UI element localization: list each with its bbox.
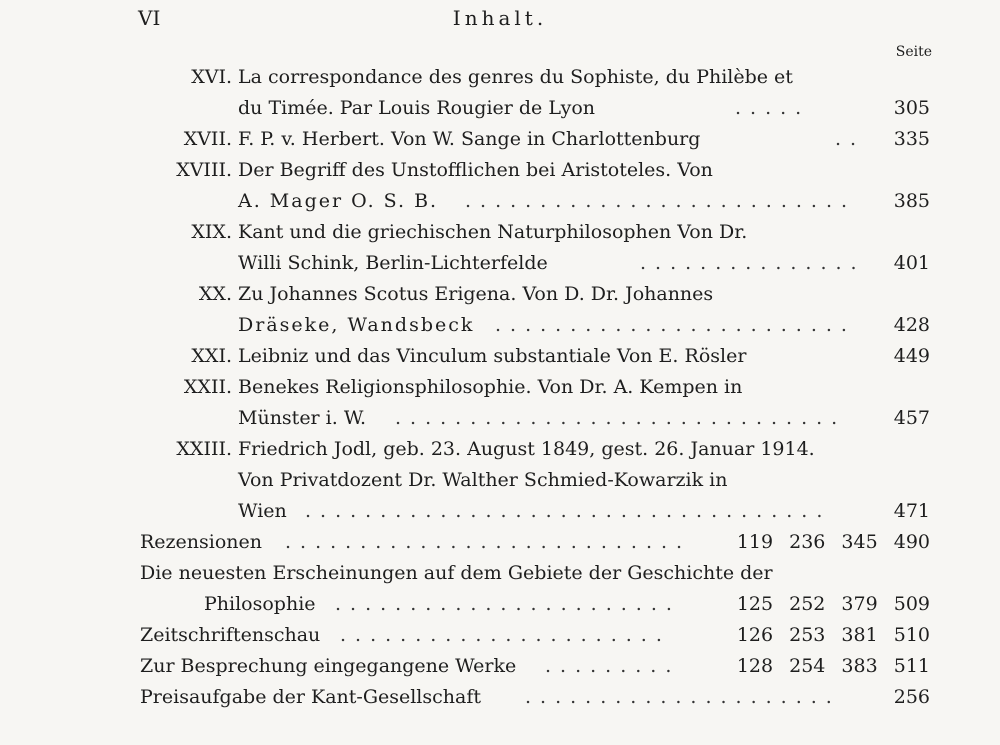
entry-title-line: Von Privatdozent Dr. Walther Schmied-Kowarzik in (238, 469, 728, 491)
entry-page: 457 (893, 407, 930, 429)
section-pages: 126 253 381 510 (736, 624, 930, 646)
section-pages: 125 252 379 509 (736, 593, 930, 615)
table-of-contents (0, 62, 1000, 713)
entry-title-line: Benekes Religionsphilosophie. Von Dr. A. Kempen in (238, 376, 743, 398)
entry-title-line: Der Begriff des Unstofflichen bei Aristoteles. Von (238, 159, 713, 181)
entry-title-line: Kant und die griechischen Naturphilosophen Von Dr. (238, 221, 748, 243)
entry-title-line: Wien (238, 500, 287, 522)
entry-page: 428 (893, 314, 930, 336)
toc-entry (0, 124, 1000, 155)
entry-title-line: Willi Schink, Berlin-Lichterfelde (238, 252, 548, 274)
section-title: Die neuesten Erscheinungen auf dem Gebiete der Geschichte der (140, 562, 773, 584)
entry-title-line: A. Mager O. S. B. (238, 190, 439, 212)
entry-page: 305 (893, 97, 930, 119)
dot-leader: .. (835, 128, 866, 150)
toc-section (0, 527, 1000, 558)
entry-number: XXII. (183, 376, 232, 398)
entry-number: XVII. (183, 128, 232, 150)
entry-title-line: Zu Johannes Scotus Erigena. Von D. Dr. Johannes (238, 283, 714, 305)
entry-title-line: Münster i. W. (238, 407, 367, 429)
page-number: VI (138, 6, 161, 30)
entry-title-line: F. P. v. Herbert. Von W. Sange in Charlottenburg (238, 128, 701, 150)
dot-leader: ................................... (305, 500, 832, 522)
page-header (0, 6, 1000, 36)
entry-number: XX. (198, 283, 232, 305)
toc-entry (0, 217, 1000, 279)
toc-entry (0, 62, 1000, 124)
entry-page: 335 (893, 128, 930, 150)
section-title: Rezensionen (140, 531, 263, 553)
toc-section (0, 651, 1000, 682)
dot-leader: ......... (545, 655, 681, 677)
entry-number: XXI. (191, 345, 232, 367)
dot-leader: ..... (735, 97, 811, 119)
section-pages: 119 236 345 490 (736, 531, 930, 553)
toc-section (0, 620, 1000, 651)
toc-entry (0, 279, 1000, 341)
entry-number: XVIII. (176, 159, 232, 181)
toc-section (0, 558, 1000, 620)
entry-title-line: Dräseke, Wandsbeck (238, 314, 475, 336)
toc-entry (0, 434, 1000, 527)
toc-entry (0, 155, 1000, 217)
entry-number: XIX. (191, 221, 232, 243)
section-title: Zeitschriftenschau (140, 624, 321, 646)
dot-leader: ..................... (525, 686, 841, 708)
toc-section (0, 682, 1000, 713)
entry-page: 385 (893, 190, 930, 212)
toc-entry (0, 341, 1000, 372)
entry-page: 401 (893, 252, 930, 274)
entry-title-line: Friedrich Jodl, geb. 23. August 1849, gest. 26. Januar 1914. (238, 438, 815, 460)
page-title: Inhalt. (452, 6, 548, 30)
section-title: Zur Besprechung eingegangene Werke (140, 655, 517, 677)
dot-leader: ...................... (340, 624, 671, 646)
entry-title-line: La correspondance des genres du Sophiste, du Philèbe et (238, 66, 793, 88)
section-pages: 128 254 383 511 (736, 655, 930, 677)
dot-leader: ........................ (495, 314, 856, 336)
entry-title-line: du Timée. Par Louis Rougier de Lyon (238, 97, 596, 119)
section-title: Philosophie (204, 593, 316, 615)
entry-number: XVI. (191, 66, 232, 88)
seite-label: Seite (895, 44, 932, 60)
entry-page: 449 (893, 345, 930, 367)
entry-number: XXIII. (176, 438, 232, 460)
entry-title-line: Leibniz und das Vinculum substantiale Von E. Rösler (238, 345, 747, 367)
dot-leader: .......................... (465, 190, 857, 212)
section-title: Preisaufgabe der Kant-Gesellschaft (140, 686, 482, 708)
dot-leader: ....................... (335, 593, 681, 615)
toc-entry (0, 372, 1000, 434)
dot-leader: .............................. (395, 407, 847, 429)
dot-leader: ........................... (285, 531, 692, 553)
dot-leader: ............... (640, 252, 866, 274)
section-pages: 256 (893, 686, 930, 708)
entry-page: 471 (893, 500, 930, 522)
